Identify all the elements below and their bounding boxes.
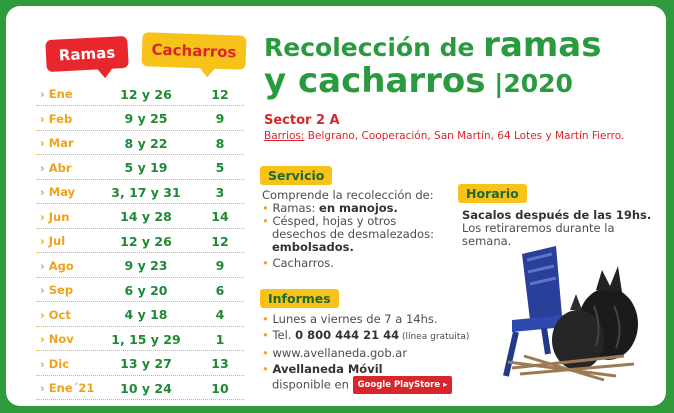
month-label: › Feb (36, 112, 96, 126)
servicio-text: Comprende la recolección de: • Ramas: en manojos. • Césped, hojas y otros desechos de desmalezados: embolsados. • Cacharros. (262, 189, 434, 270)
schedule-row (36, 108, 244, 131)
schedule-row (36, 328, 244, 351)
flyer-card (6, 6, 666, 406)
ramas-dates: 3, 17 y 31 (111, 184, 181, 200)
month-label: › Sep (36, 283, 96, 297)
month-label: › May (36, 185, 96, 199)
cacharros-date: 4 (215, 307, 225, 322)
ramas-dates: 12 y 26 (120, 86, 172, 102)
schedule-row (36, 157, 244, 180)
ramas-dates: 8 y 22 (124, 135, 168, 151)
month-label: › Ago (36, 259, 96, 273)
month-label: › Jun (36, 210, 96, 224)
cacharros-date: 6 (215, 282, 225, 298)
sector-name: Sector 2 A (264, 113, 340, 128)
website-link[interactable]: www.avellaneda.gob.ar (272, 346, 408, 360)
garbage-bag-icon (552, 266, 638, 370)
cacharros-date: 13 (211, 356, 229, 371)
ramas-dates: 9 y 25 (124, 111, 168, 126)
schedule-row (36, 181, 244, 204)
schedule-row (36, 304, 244, 327)
schedule-row (36, 279, 244, 302)
schedule-row (36, 377, 244, 400)
schedule-row (36, 206, 244, 229)
horario-text: Sacalos después de las 19hs. Los retiraremos durante la semana. (462, 208, 652, 248)
ramas-dates: 5 y 19 (124, 160, 168, 175)
cacharros-date: 8 (215, 135, 225, 151)
schedule-row (36, 230, 244, 253)
ramas-dates: 13 y 27 (120, 356, 172, 371)
cacharros-date: 14 (211, 209, 229, 224)
informes-text: • Lunes a viernes de 7 a 14hs. • Tel. 0 800 444 21 44 (línea gratuita) • www.avellaneda.gob.ar • Avellaneda Móvil disponible en Google PlayStore ▸ (262, 312, 469, 394)
month-label: › Oct (36, 308, 96, 322)
ramas-dates: 4 y 18 (124, 307, 168, 322)
month-label: › Nov (36, 332, 96, 346)
cacharros-date: 9 (215, 111, 225, 126)
ramas-dates: 9 y 23 (124, 258, 168, 273)
cacharros-date: 12 (211, 233, 229, 249)
ramas-dates: 10 y 24 (120, 380, 172, 396)
ramas-dates: 14 y 28 (120, 209, 172, 224)
illustration (484, 236, 654, 386)
schedule-row (36, 83, 244, 106)
month-label: › Jul (36, 234, 96, 248)
month-label: › Ene´21 (36, 381, 96, 395)
ramas-dates: 6 y 20 (124, 282, 168, 298)
month-label: › Abr (36, 161, 96, 175)
ramas-header-tag: Ramas (45, 36, 129, 72)
ramas-dates: 12 y 26 (120, 233, 172, 249)
month-label: › Mar (36, 136, 96, 150)
horario-label: Horario (458, 184, 527, 203)
cacharros-date: 3 (215, 184, 225, 200)
month-label: › Dic (36, 357, 96, 371)
cacharros-date: 1 (215, 331, 225, 347)
cacharros-date: 5 (215, 160, 225, 175)
month-label: › Ene (36, 87, 96, 101)
cacharros-date: 9 (215, 258, 225, 273)
servicio-label: Servicio (260, 166, 332, 185)
google-playstore-badge[interactable]: Google PlayStore ▸ (353, 376, 453, 394)
schedule-table (36, 83, 244, 402)
ramas-dates: 1, 15 y 29 (111, 331, 181, 347)
schedule-row (36, 132, 244, 155)
schedule-row (36, 255, 244, 278)
cacharros-date: 10 (211, 380, 229, 396)
cacharros-header-tag: Cacharros (141, 32, 246, 70)
informes-label: Informes (260, 289, 339, 308)
cacharros-date: 12 (211, 86, 229, 102)
page-title: Recolección de ramas y cacharros |2020 (264, 25, 602, 101)
schedule-row (36, 353, 244, 376)
barrios-line: Barrios: Belgrano, Cooperación, San Martín, 64 Lotes y Martín Fierro. (264, 130, 625, 142)
